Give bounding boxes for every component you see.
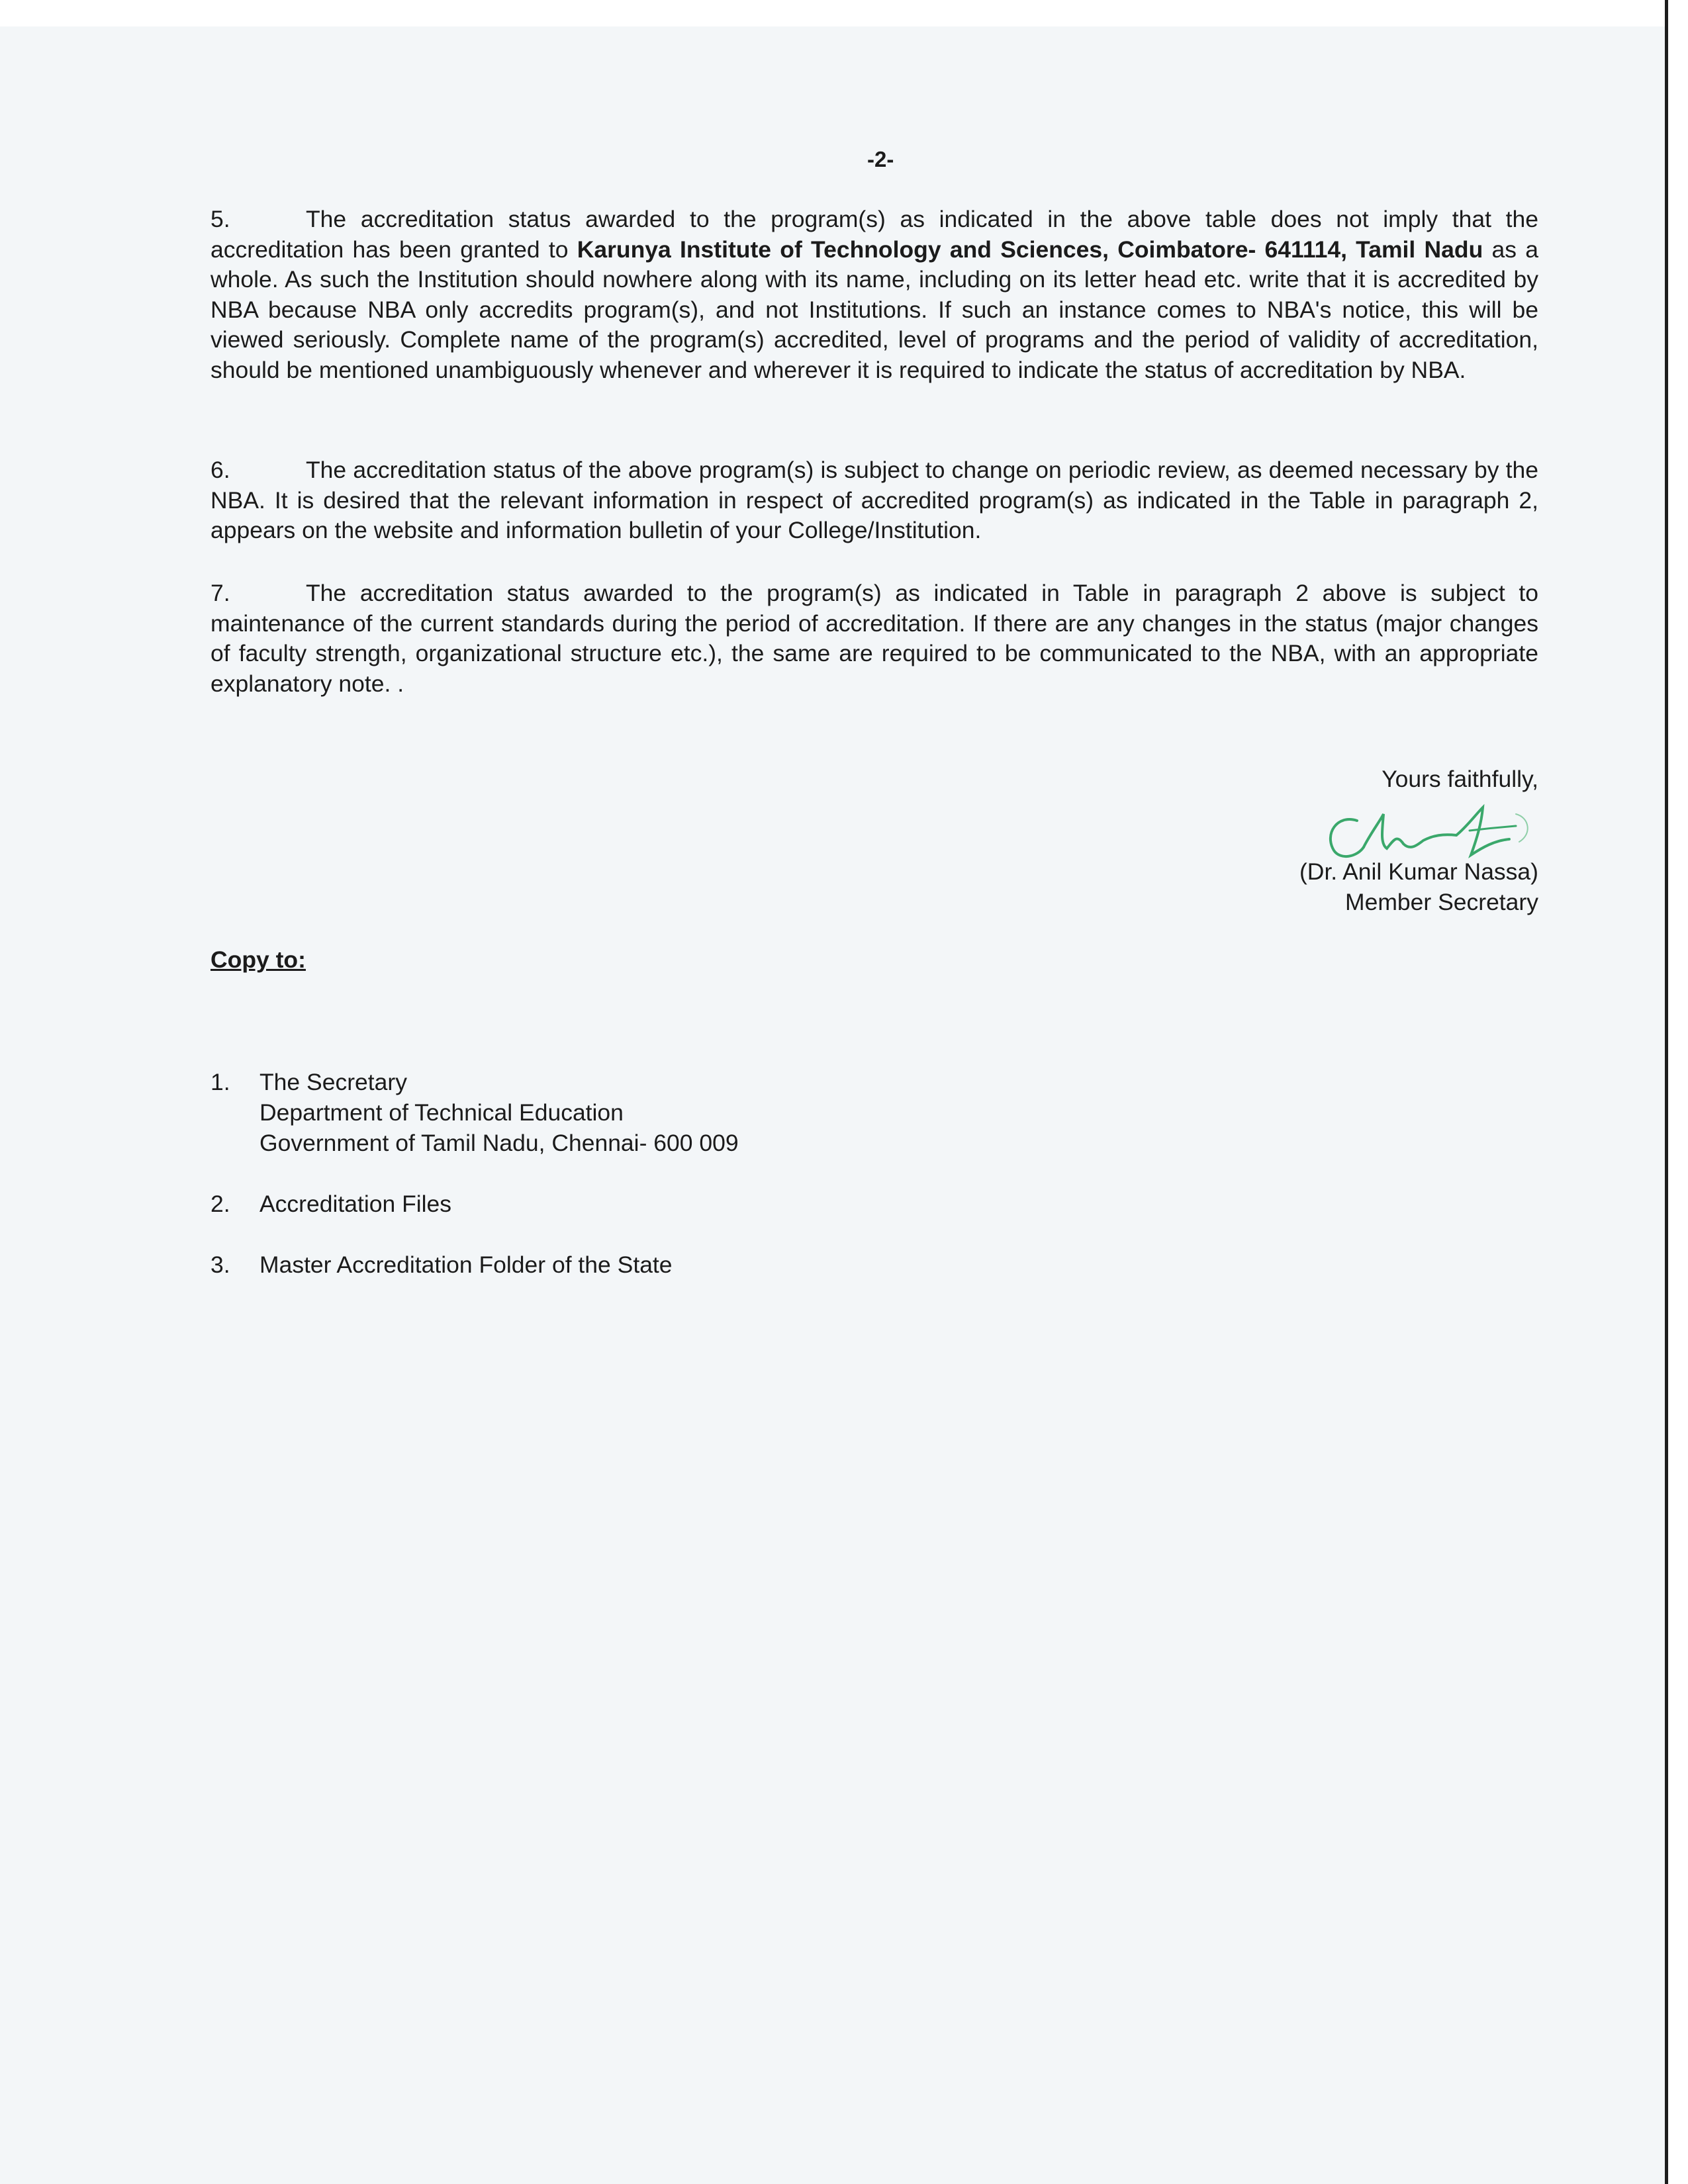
copy-to-item-number: 2. [211, 1191, 230, 1217]
copy-to-item-number: 1. [211, 1069, 230, 1095]
handwritten-signature [1317, 794, 1556, 867]
paragraph-5-number: 5. [211, 206, 230, 232]
paragraph-7-text: The accreditation status awarded to the program(s) as indicated in Table in paragraph 2 above is subject to maintenance of the current standards during the period of accreditation. If there are any changes in the status (major changes of faculty strength, organizational structure etc.), the same are required to be communicated to the NBA, with an appropriate explanatory note. . [211, 580, 1538, 697]
closing-salutation: Yours faithfully, [1382, 766, 1538, 792]
copy-to-line: Department of Technical Education [259, 1099, 624, 1126]
copy-to-item [211, 1067, 739, 1158]
paragraph-6-number: 6. [211, 457, 230, 483]
paragraph-5 [211, 205, 1538, 385]
paragraph-6-text: The accreditation status of the above program(s) is subject to change on periodic review, as deemed necessary by the NBA. It is desired that the relevant information in respect of accredited program(s) as indicated in the Table in paragraph 2, appears on the website and information bulletin of your College/Institution. [211, 457, 1538, 543]
copy-to-item-text [259, 1067, 739, 1158]
scan-top-band [0, 0, 1668, 26]
copy-to-line: Government of Tamil Nadu, Chennai- 600 009 [259, 1130, 739, 1156]
paragraph-6 [211, 455, 1538, 546]
copy-to-item-number: 3. [211, 1251, 230, 1278]
paragraph-5-text-a: The accreditation status awarded to the program(s) as indicated in the above table does not imply that the accreditation has been granted to [211, 206, 1538, 263]
copy-to-item [211, 1250, 739, 1280]
scan-edge [1665, 0, 1688, 2184]
copy-to-line: Accreditation Files [259, 1191, 452, 1217]
copy-to-line: Master Accreditation Folder of the State [259, 1251, 673, 1278]
copy-to-list [211, 1067, 739, 1310]
signer-title: Member Secretary [1345, 889, 1538, 915]
institution-name: Karunya Institute of Technology and Sciences, Coimbatore- 641114, Tamil Nadu [577, 236, 1483, 263]
copy-to-line: The Secretary [259, 1069, 407, 1095]
copy-to-heading: Copy to: [211, 946, 306, 973]
paragraph-7-number: 7. [211, 580, 230, 606]
page-number: -2- [867, 147, 894, 171]
signer-name: (Dr. Anil Kumar Nassa) [1299, 858, 1538, 885]
paragraph-7 [211, 578, 1538, 699]
copy-to-item [211, 1189, 739, 1219]
paragraph-5-text-b: as a whole. As such the Institution should nowhere along with its name, including on its letter head etc. write that it is accredited by NBA because NBA only accredits program(s), and not Institutions. If such an instance comes to NBA's notice, this will be viewed seriously. Complete name of the program(s) accredited, level of programs and the period of validity of accreditation, should be mentioned unambiguously whenever and wherever it is required to indicate the status of accreditation by NBA. [211, 236, 1538, 383]
